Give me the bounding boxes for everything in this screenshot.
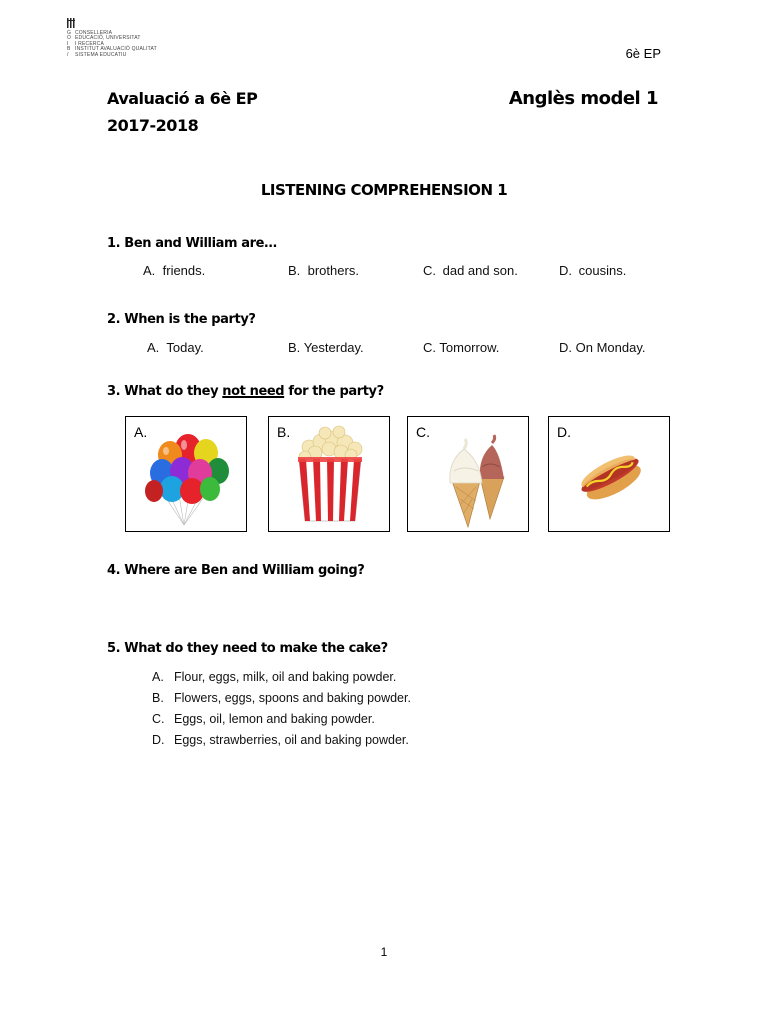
q1-option-d[interactable] [559, 263, 626, 278]
option-key: C. [423, 263, 436, 278]
logo-line: SISTEMA EDUCATIU [75, 51, 127, 58]
logo-letter: O [67, 35, 72, 42]
question-4: 4. Where are Ben and William going? [107, 563, 365, 578]
section-title: LISTENING COMPREHENSION 1 [260, 181, 508, 199]
option-text: Eggs, strawberries, oil and baking powder. [174, 733, 409, 747]
logo-letter: B [67, 46, 71, 53]
picture-key: B. [277, 424, 291, 440]
option-key: D. [559, 263, 572, 278]
option-key: C. [152, 712, 165, 726]
logo-line: EDUCACIÓ, UNIVERSITAT [75, 35, 141, 42]
option-key: B. [288, 263, 301, 278]
q5-option-c[interactable] [152, 709, 411, 730]
question-5: 5. What do they need to make the cake? [107, 641, 388, 656]
option-text: Eggs, oil, lemon and baking powder. [174, 712, 375, 726]
question-3 [107, 384, 384, 399]
option-key: C. [423, 340, 436, 355]
q3-picture-a[interactable] [125, 416, 247, 532]
option-text: On Monday. [575, 340, 646, 355]
option-key: A. [147, 340, 160, 355]
logo-letter: G [67, 30, 72, 36]
picture-key: C. [416, 424, 430, 440]
option-key: B. [152, 691, 164, 705]
exam-year: 2017-2018 [107, 116, 199, 135]
q3-picture-c[interactable] [407, 416, 529, 532]
q5-option-b[interactable] [152, 688, 411, 709]
question-1: 1. Ben and William are… [107, 236, 277, 251]
logo-letter: / [67, 51, 69, 58]
q5-option-d[interactable] [152, 730, 411, 751]
q1-option-a[interactable] [143, 263, 205, 278]
question-2: 2. When is the party? [107, 312, 256, 327]
institution-logo [67, 18, 177, 64]
question-3-text-before: 3. What do they [107, 384, 223, 399]
option-text: friends. [162, 263, 206, 278]
exam-model: Anglès model 1 [508, 88, 658, 109]
option-key: D. [559, 340, 572, 355]
q2-option-a[interactable] [147, 340, 204, 355]
option-key: D. [152, 733, 165, 747]
logo-line: INSTITUT AVALUACIÓ QUALITAT [75, 46, 157, 53]
option-text: cousins. [578, 263, 627, 278]
question-3-text-after: for the party? [284, 384, 384, 399]
logo-line: CONSELLERIA [75, 30, 113, 36]
question-3-emphasis: not need [222, 384, 285, 399]
q1-option-c[interactable] [423, 263, 518, 278]
q2-option-d[interactable] [559, 340, 645, 355]
exam-title: Avaluació a 6è EP [107, 89, 258, 108]
crest-icon [67, 18, 75, 28]
logo-letter: I [67, 40, 69, 47]
option-text: Tomorrow. [439, 340, 500, 355]
option-text: brothers. [307, 263, 359, 278]
page-number: 1 [380, 945, 388, 959]
option-key: B. [288, 340, 301, 355]
option-text: Today. [166, 340, 204, 355]
picture-key: A. [134, 424, 148, 440]
option-text: Flour, eggs, milk, oil and baking powder. [174, 670, 397, 684]
q3-picture-b[interactable] [268, 416, 390, 532]
option-key: A. [152, 670, 164, 684]
q3-picture-d[interactable] [548, 416, 670, 532]
option-text: Yesterday. [303, 340, 364, 355]
q1-option-b[interactable] [288, 263, 359, 278]
option-text: dad and son. [442, 263, 518, 278]
logo-line: I RECERCA [75, 40, 105, 47]
grade-tag: 6è EP [625, 46, 661, 61]
q2-option-b[interactable] [288, 340, 364, 355]
q5-option-a[interactable] [152, 667, 411, 688]
q5-options-list [152, 667, 411, 751]
option-key: A. [143, 263, 156, 278]
q2-option-c[interactable] [423, 340, 499, 355]
option-text: Flowers, eggs, spoons and baking powder. [174, 691, 411, 705]
picture-key: D. [557, 424, 571, 440]
